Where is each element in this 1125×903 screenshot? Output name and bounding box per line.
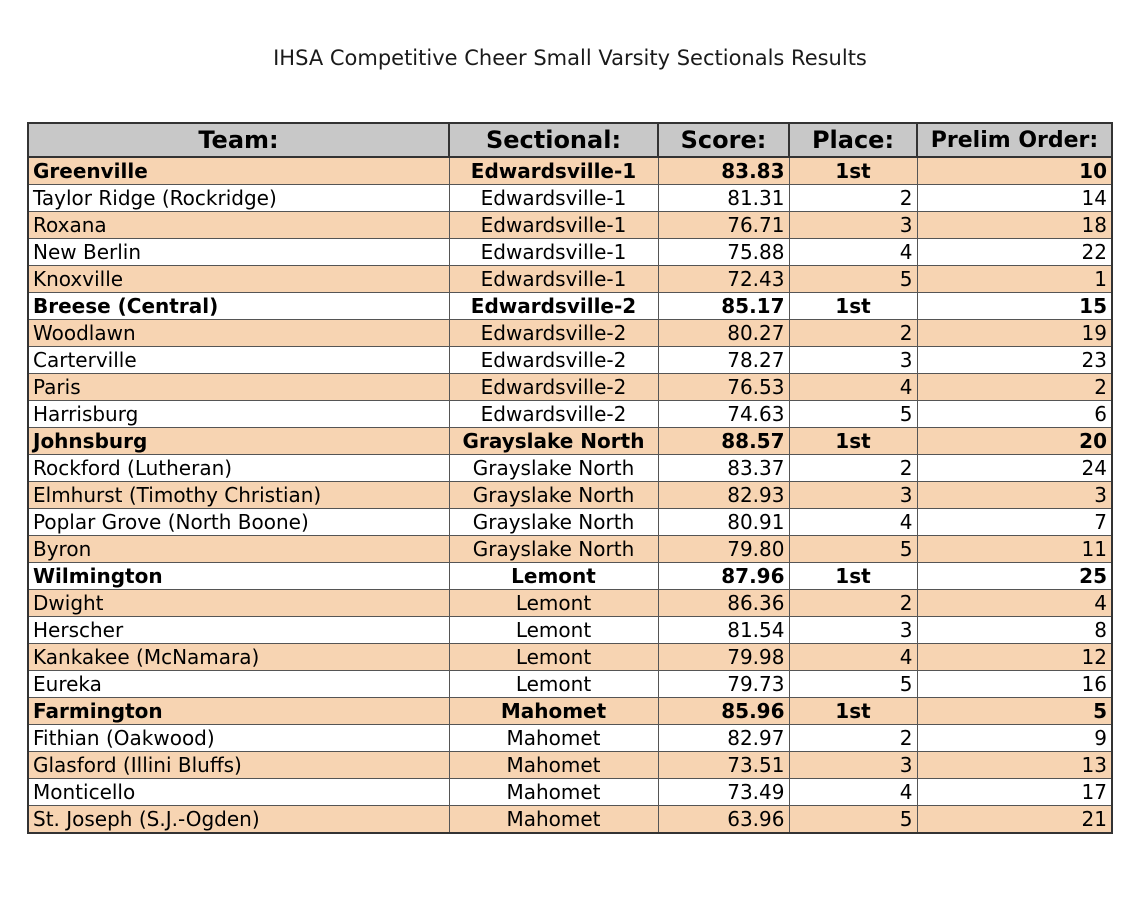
team-cell: Elmhurst (Timothy Christian) xyxy=(28,482,449,509)
score-cell: 74.63 xyxy=(658,401,789,428)
table-row xyxy=(28,293,1112,320)
score-cell: 85.96 xyxy=(658,698,789,725)
score-cell: 75.88 xyxy=(658,239,789,266)
prelim-order-cell: 8 xyxy=(917,617,1112,644)
score-cell: 79.98 xyxy=(658,644,789,671)
table-row xyxy=(28,212,1112,239)
team-cell: Rockford (Lutheran) xyxy=(28,455,449,482)
place-cell: 4 xyxy=(789,509,917,536)
score-cell: 86.36 xyxy=(658,590,789,617)
sectional-cell: Grayslake North xyxy=(449,536,658,563)
prelim-order-cell: 24 xyxy=(917,455,1112,482)
prelim-order-cell: 2 xyxy=(917,374,1112,401)
table-row xyxy=(28,347,1112,374)
sectional-cell: Grayslake North xyxy=(449,482,658,509)
prelim-order-cell: 3 xyxy=(917,482,1112,509)
prelim-order-cell: 7 xyxy=(917,509,1112,536)
prelim-order-cell: 17 xyxy=(917,779,1112,806)
sectional-cell: Edwardsville-2 xyxy=(449,347,658,374)
sectional-cell: Edwardsville-2 xyxy=(449,320,658,347)
column-header-team: Team: xyxy=(28,123,449,157)
score-cell: 83.83 xyxy=(658,157,789,185)
page-title: IHSA Competitive Cheer Small Varsity Sectionals Results xyxy=(273,46,867,70)
sectional-cell: Lemont xyxy=(449,671,658,698)
prelim-order-cell: 23 xyxy=(917,347,1112,374)
team-cell: Taylor Ridge (Rockridge) xyxy=(28,185,449,212)
table-row xyxy=(28,185,1112,212)
table-row xyxy=(28,644,1112,671)
team-cell: Knoxville xyxy=(28,266,449,293)
place-cell: 1st xyxy=(789,157,917,185)
score-cell: 76.71 xyxy=(658,212,789,239)
prelim-order-cell: 9 xyxy=(917,725,1112,752)
place-cell: 1st xyxy=(789,698,917,725)
prelim-order-cell: 25 xyxy=(917,563,1112,590)
prelim-order-cell: 15 xyxy=(917,293,1112,320)
prelim-order-cell: 16 xyxy=(917,671,1112,698)
score-cell: 80.91 xyxy=(658,509,789,536)
team-cell: Eureka xyxy=(28,671,449,698)
team-cell: Poplar Grove (North Boone) xyxy=(28,509,449,536)
place-cell: 5 xyxy=(789,671,917,698)
sectional-cell: Grayslake North xyxy=(449,455,658,482)
sectional-cell: Mahomet xyxy=(449,806,658,834)
sectional-cell: Edwardsville-2 xyxy=(449,293,658,320)
score-cell: 73.49 xyxy=(658,779,789,806)
place-cell: 4 xyxy=(789,374,917,401)
table-row xyxy=(28,239,1112,266)
table-row xyxy=(28,482,1112,509)
sectional-cell: Edwardsville-2 xyxy=(449,401,658,428)
sectional-cell: Mahomet xyxy=(449,698,658,725)
team-cell: Paris xyxy=(28,374,449,401)
sectional-cell: Edwardsville-1 xyxy=(449,157,658,185)
table-row xyxy=(28,806,1112,834)
prelim-order-cell: 5 xyxy=(917,698,1112,725)
place-cell: 3 xyxy=(789,212,917,239)
sectional-cell: Lemont xyxy=(449,563,658,590)
column-header-place: Place: xyxy=(789,123,917,157)
team-cell: Greenville xyxy=(28,157,449,185)
place-cell: 1st xyxy=(789,563,917,590)
table-row xyxy=(28,266,1112,293)
prelim-order-cell: 4 xyxy=(917,590,1112,617)
team-cell: Carterville xyxy=(28,347,449,374)
prelim-order-cell: 22 xyxy=(917,239,1112,266)
sectional-cell: Edwardsville-1 xyxy=(449,185,658,212)
sectional-cell: Lemont xyxy=(449,617,658,644)
table-row xyxy=(28,509,1112,536)
place-cell: 3 xyxy=(789,482,917,509)
table-row xyxy=(28,617,1112,644)
score-cell: 85.17 xyxy=(658,293,789,320)
score-cell: 83.37 xyxy=(658,455,789,482)
place-cell: 1st xyxy=(789,293,917,320)
team-cell: St. Joseph (S.J.-Ogden) xyxy=(28,806,449,834)
place-cell: 5 xyxy=(789,536,917,563)
score-cell: 81.54 xyxy=(658,617,789,644)
team-cell: Johnsburg xyxy=(28,428,449,455)
column-header-sectional: Sectional: xyxy=(449,123,658,157)
results-table xyxy=(27,122,1113,834)
team-cell: Dwight xyxy=(28,590,449,617)
team-cell: Wilmington xyxy=(28,563,449,590)
team-cell: Byron xyxy=(28,536,449,563)
place-cell: 2 xyxy=(789,455,917,482)
place-cell: 3 xyxy=(789,617,917,644)
prelim-order-cell: 18 xyxy=(917,212,1112,239)
score-cell: 87.96 xyxy=(658,563,789,590)
team-cell: Farmington xyxy=(28,698,449,725)
table-row xyxy=(28,725,1112,752)
table-row xyxy=(28,401,1112,428)
sectional-cell: Grayslake North xyxy=(449,509,658,536)
prelim-order-cell: 11 xyxy=(917,536,1112,563)
score-cell: 80.27 xyxy=(658,320,789,347)
column-header-prelim-order: Prelim Order: xyxy=(917,123,1112,157)
sectional-cell: Mahomet xyxy=(449,779,658,806)
score-cell: 78.27 xyxy=(658,347,789,374)
sectional-cell: Edwardsville-1 xyxy=(449,239,658,266)
prelim-order-cell: 6 xyxy=(917,401,1112,428)
prelim-order-cell: 21 xyxy=(917,806,1112,834)
team-cell: Woodlawn xyxy=(28,320,449,347)
sectional-cell: Grayslake North xyxy=(449,428,658,455)
sectional-cell: Mahomet xyxy=(449,752,658,779)
team-cell: New Berlin xyxy=(28,239,449,266)
table-header-row xyxy=(28,123,1112,157)
table-row xyxy=(28,157,1112,185)
place-cell: 4 xyxy=(789,644,917,671)
table-row xyxy=(28,590,1112,617)
table-row xyxy=(28,563,1112,590)
sectional-cell: Mahomet xyxy=(449,725,658,752)
team-cell: Roxana xyxy=(28,212,449,239)
place-cell: 2 xyxy=(789,590,917,617)
team-cell: Fithian (Oakwood) xyxy=(28,725,449,752)
prelim-order-cell: 12 xyxy=(917,644,1112,671)
place-cell: 4 xyxy=(789,779,917,806)
place-cell: 4 xyxy=(789,239,917,266)
table-row xyxy=(28,671,1112,698)
team-cell: Glasford (Illini Bluffs) xyxy=(28,752,449,779)
score-cell: 79.80 xyxy=(658,536,789,563)
score-cell: 63.96 xyxy=(658,806,789,834)
score-cell: 82.97 xyxy=(658,725,789,752)
place-cell: 3 xyxy=(789,347,917,374)
place-cell: 5 xyxy=(789,401,917,428)
team-cell: Harrisburg xyxy=(28,401,449,428)
score-cell: 76.53 xyxy=(658,374,789,401)
table-row xyxy=(28,428,1112,455)
table-row xyxy=(28,455,1112,482)
place-cell: 5 xyxy=(789,266,917,293)
score-cell: 79.73 xyxy=(658,671,789,698)
score-cell: 82.93 xyxy=(658,482,789,509)
sectional-cell: Lemont xyxy=(449,590,658,617)
prelim-order-cell: 1 xyxy=(917,266,1112,293)
team-cell: Monticello xyxy=(28,779,449,806)
prelim-order-cell: 19 xyxy=(917,320,1112,347)
score-cell: 88.57 xyxy=(658,428,789,455)
prelim-order-cell: 14 xyxy=(917,185,1112,212)
table-row xyxy=(28,698,1112,725)
place-cell: 3 xyxy=(789,752,917,779)
prelim-order-cell: 20 xyxy=(917,428,1112,455)
place-cell: 5 xyxy=(789,806,917,834)
team-cell: Breese (Central) xyxy=(28,293,449,320)
table-row xyxy=(28,536,1112,563)
table-row xyxy=(28,374,1112,401)
table-row xyxy=(28,320,1112,347)
team-cell: Kankakee (McNamara) xyxy=(28,644,449,671)
sectional-cell: Edwardsville-1 xyxy=(449,266,658,293)
prelim-order-cell: 10 xyxy=(917,157,1112,185)
team-cell: Herscher xyxy=(28,617,449,644)
score-cell: 81.31 xyxy=(658,185,789,212)
sectional-cell: Edwardsville-2 xyxy=(449,374,658,401)
sectional-cell: Lemont xyxy=(449,644,658,671)
prelim-order-cell: 13 xyxy=(917,752,1112,779)
score-cell: 73.51 xyxy=(658,752,789,779)
table-row xyxy=(28,752,1112,779)
table-row xyxy=(28,779,1112,806)
results-body xyxy=(28,157,1112,833)
column-header-score: Score: xyxy=(658,123,789,157)
place-cell: 2 xyxy=(789,320,917,347)
score-cell: 72.43 xyxy=(658,266,789,293)
place-cell: 1st xyxy=(789,428,917,455)
sectional-cell: Edwardsville-1 xyxy=(449,212,658,239)
place-cell: 2 xyxy=(789,185,917,212)
place-cell: 2 xyxy=(789,725,917,752)
